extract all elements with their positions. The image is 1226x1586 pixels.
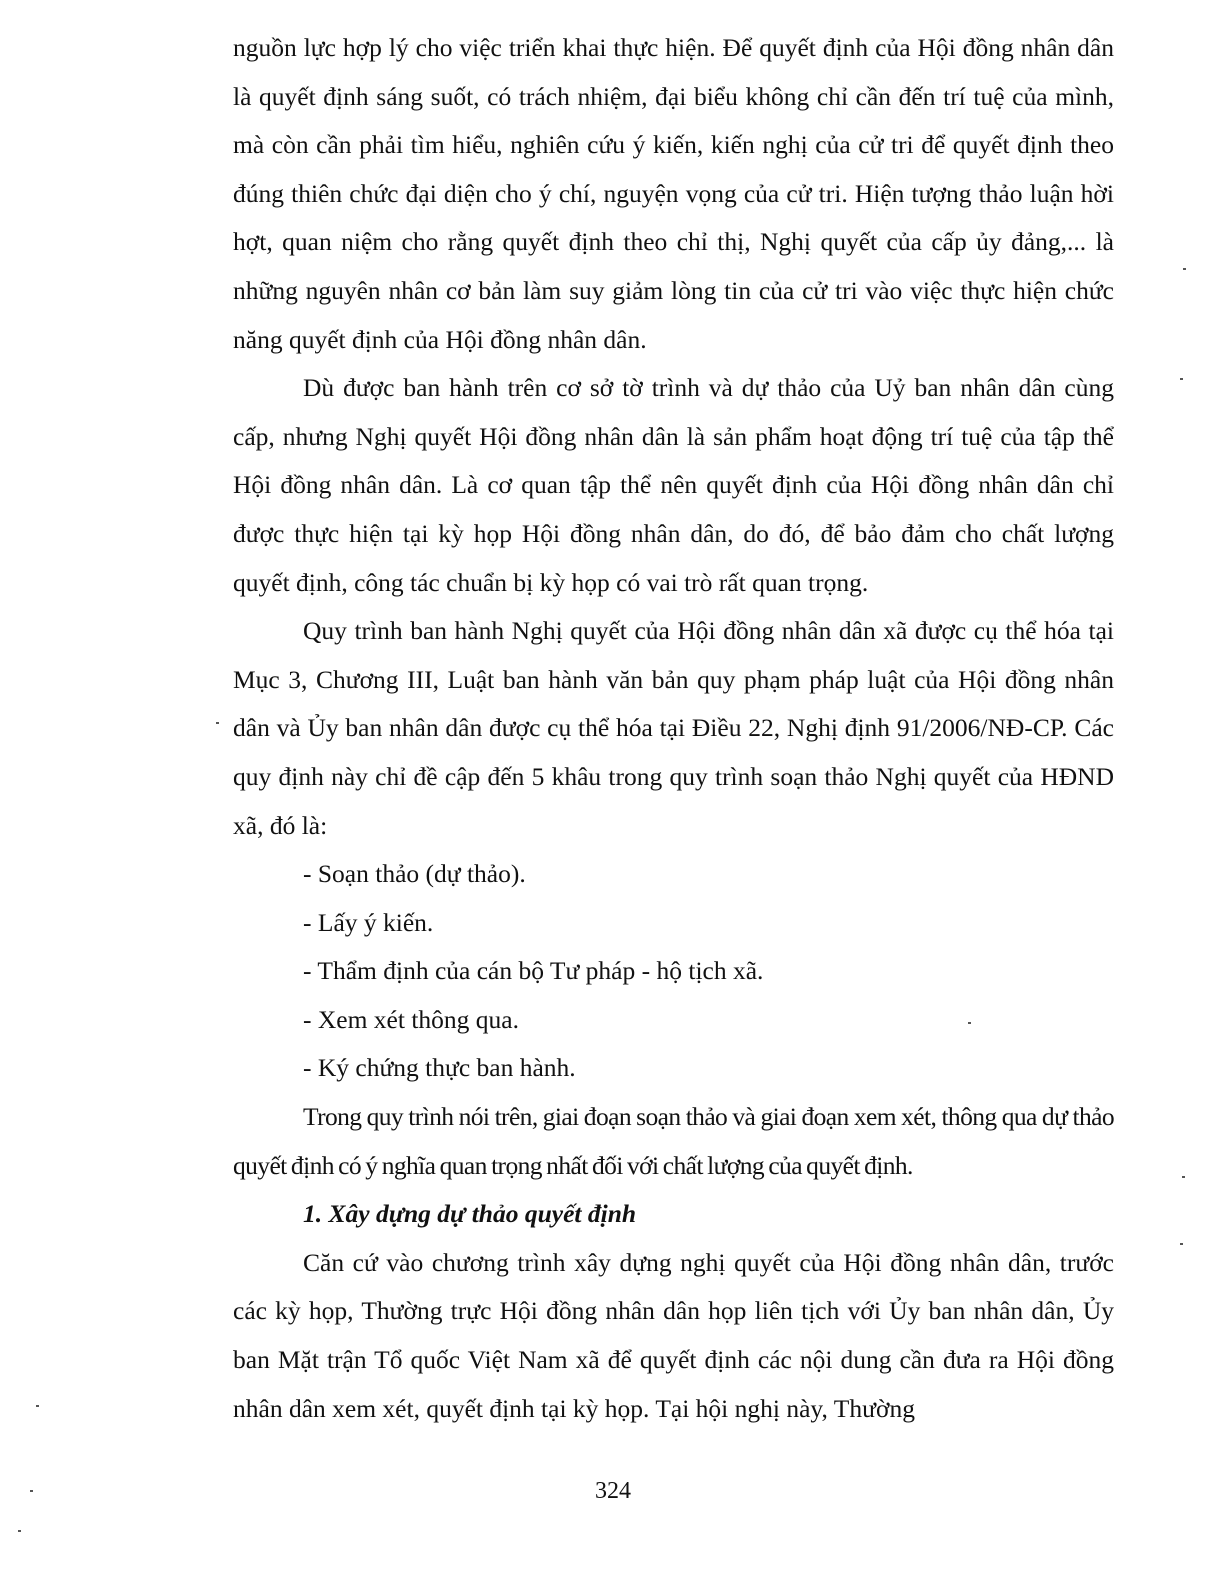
- scan-speck: [216, 722, 219, 724]
- paragraph-5: Căn cứ vào chương trình xây dựng nghị quyết của Hội đồng nhân dân, trước các kỳ họp, Thường trực Hội đồng nhân dân họp liên tịch với Ủy ban nhân dân, Ủy ban Mặt trận Tổ quốc Việt Nam xã để quyết định các nội dung cần đưa ra Hội đồng nhân dân xem xét, quyết định tại kỳ họp. Tại hội nghị này, Thường: [233, 1247, 1114, 1423]
- scan-speck: [1180, 1243, 1183, 1245]
- list-item: - Ký chứng thực ban hành.: [303, 1053, 576, 1083]
- list-item: - Soạn thảo (dự thảo).: [303, 859, 526, 889]
- list-item: - Lấy ý kiến.: [303, 907, 434, 937]
- paragraph-1: nguồn lực hợp lý cho việc triển khai thực hiện. Để quyết định của Hội đồng nhân dân là quyết định sáng suốt, có trách nhiệm, đại biểu không chỉ cần đến trí tuệ của mình, mà còn cần phải tìm hiểu, nghiên cứu ý kiến, kiến nghị của cử tri để quyết định theo đúng thiên chức đại diện cho ý chí, nguyện vọng của cử tri. Hiện tượng thảo luận hời hợt, quan niệm cho rằng quyết định theo chỉ thị, Nghị quyết của cấp ủy đảng,... là những nguyên nhân cơ bản làm suy giảm lòng tin của cử tri vào việc thực hiện chức năng quyết định của Hội đồng nhân dân.: [233, 33, 1114, 354]
- page-number: 324: [595, 1478, 631, 1504]
- scan-speck: [1183, 268, 1186, 270]
- paragraph-3: Quy trình ban hành Nghị quyết của Hội đồng nhân dân xã được cụ thể hóa tại Mục 3, Chương III, Luật ban hành văn bản quy phạm pháp luật của Hội đồng nhân dân và Ủy ban nhân dân được cụ thể hóa tại Điều 22, Nghị định 91/2006/NĐ-CP. Các quy định này chỉ đề cập đến 5 khâu trong quy trình soạn thảo Nghị quyết của HĐND xã, đó là:: [233, 616, 1114, 840]
- paragraph-4: Trong quy trình nói trên, giai đoạn soạn thảo và giai đoạn xem xét, thông qua dự thảo quyết định có ý nghĩa quan trọng nhất đối với chất lượng của quyết định.: [233, 1102, 1114, 1180]
- scan-speck: [1182, 1176, 1185, 1178]
- list-item: - Xem xét thông qua.: [303, 1004, 519, 1034]
- procedure-steps-list: [233, 850, 1114, 1093]
- scan-speck: [968, 1022, 971, 1024]
- section-heading: 1. Xây dựng dự thảo quyết định: [303, 1199, 637, 1229]
- scan-speck: [36, 1405, 39, 1407]
- scan-speck: [18, 1530, 21, 1532]
- document-body: [233, 24, 1114, 1433]
- scan-speck: [1180, 378, 1183, 380]
- list-item: - Thẩm định của cán bộ Tư pháp - hộ tịch xã.: [303, 956, 764, 986]
- scan-speck: [30, 1490, 33, 1492]
- paragraph-2: Dù được ban hành trên cơ sở tờ trình và dự thảo của Uỷ ban nhân dân cùng cấp, nhưng Nghị quyết Hội đồng nhân dân là sản phẩm hoạt động trí tuệ của tập thể Hội đồng nhân dân. Là cơ quan tập thể nên quyết định của Hội đồng nhân dân chỉ được thực hiện tại kỳ họp Hội đồng nhân dân, do đó, để bảo đảm cho chất lượng quyết định, công tác chuẩn bị kỳ họp có vai trò rất quan trọng.: [233, 373, 1114, 597]
